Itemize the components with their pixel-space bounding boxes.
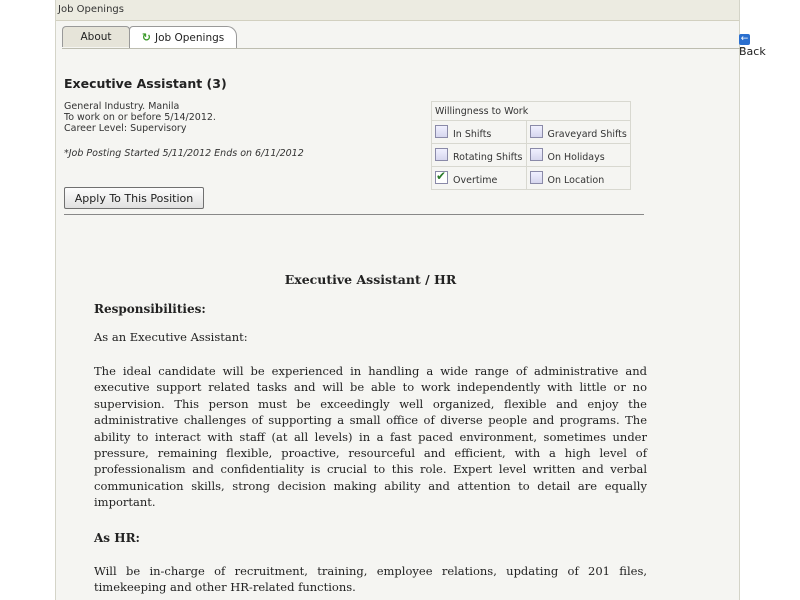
job-openings-panel — [55, 0, 766, 600]
job-meta — [64, 101, 216, 134]
responsibilities-heading: Responsibilities: — [94, 302, 206, 316]
checkbox-in-shifts[interactable] — [432, 121, 527, 144]
checkbox-icon — [435, 148, 448, 161]
checkbox-icon — [530, 148, 543, 161]
checkbox-on-holidays[interactable] — [526, 144, 630, 167]
checkbox-rotating-shifts[interactable] — [432, 144, 527, 167]
checkbox-on-location[interactable] — [526, 167, 630, 190]
checkbox-label: Rotating Shifts — [453, 151, 523, 163]
apply-button[interactable]: Apply To This Position — [64, 187, 204, 209]
checkbox-graveyard-shifts[interactable] — [526, 121, 630, 144]
checkbox-icon — [530, 125, 543, 138]
tab-job-openings-label: Job Openings — [154, 32, 225, 44]
willingness-header: Willingness to Work — [432, 102, 631, 121]
checkbox-label: Overtime — [453, 174, 498, 186]
checkmark-icon — [435, 171, 448, 184]
as-hr-heading: As HR: — [94, 531, 140, 545]
window-title: Job Openings — [58, 4, 124, 15]
description-heading: Executive Assistant / HR — [284, 272, 457, 287]
back-link[interactable] — [739, 30, 766, 58]
tab-about[interactable] — [62, 26, 130, 47]
tab-about-label: About — [80, 31, 112, 43]
checkbox-label: On Holidays — [547, 151, 605, 163]
checkbox-label: Graveyard Shifts — [547, 128, 627, 140]
checkbox-label: In Shifts — [453, 128, 492, 140]
checkbox-icon — [435, 125, 448, 138]
tab-job-openings[interactable] — [129, 26, 237, 49]
checkbox-icon — [530, 171, 543, 184]
willingness-table — [431, 101, 631, 190]
back-label: Back — [739, 45, 766, 58]
refresh-icon: ↻ — [141, 31, 151, 44]
job-meta-line: General Industry. Manila — [64, 101, 180, 112]
job-title: Executive Assistant (3) — [64, 76, 227, 91]
job-meta-line: To work on or before 5/14/2012. — [64, 112, 216, 123]
checkbox-label: On Location — [547, 174, 605, 186]
job-meta-line: Career Level: Supervisory — [64, 123, 187, 134]
executive-paragraph: The ideal candidate will be experienced in handling a wide range of administrative and executive support related tasks and will be able to work independently with little or no supervision. This person must be exceedingly well organized, flexible and enjoy the administrative challenges of supporting a small office of diverse people and programs. The ability to interact with staff (at all levels) in a fast paced environment, sometimes under pressure, remaining flexible, proactive, resourceful and efficient, with a high level of professionalism and confidentiality is crucial to this role. Expert level written and verbal communication skills, strong decision making ability and attention to detail are equally important. — [94, 364, 647, 510]
back-arrow-icon: ← — [740, 34, 749, 44]
tab-divider — [62, 48, 745, 49]
hr-paragraph: Will be in-charge of recruitment, training, employee relations, updating of 201 files, timekeeping and other HR-related functions. — [94, 564, 647, 595]
posting-dates: *Job Posting Started 5/11/2012 Ends on 6/11/2012 — [64, 148, 304, 159]
checkbox-overtime[interactable] — [432, 167, 527, 190]
window-title-bar — [56, 0, 739, 21]
divider — [64, 214, 644, 215]
as-executive-label: As an Executive Assistant: — [94, 330, 248, 344]
